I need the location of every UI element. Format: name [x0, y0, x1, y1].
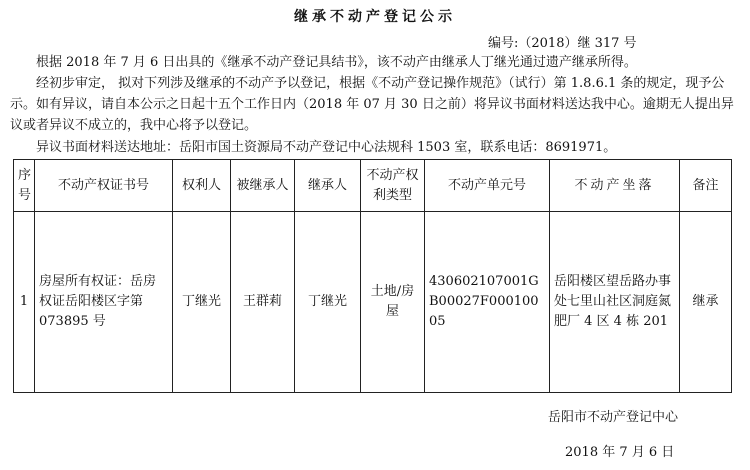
header-heir: 继承人 — [295, 160, 361, 212]
header-right-type: 不动产权利类型 — [361, 160, 425, 212]
objection-address: 异议书面材料送达地址：岳阳市国土资源局不动产登记中心法规科 1503 室，联系电话：8691971。 — [36, 140, 617, 155]
header-unit-no: 不动产单元号 — [425, 160, 550, 212]
cell-remark: 继承 — [680, 212, 732, 393]
cell-right-type: 土地/房屋 — [361, 212, 425, 393]
cell-cert-no: 房屋所有权证：岳房权证岳阳楼区字第 073895 号 — [35, 212, 173, 393]
cell-owner: 丁继光 — [173, 212, 231, 393]
cell-unit-no: 430602107001GB00027F00010005 — [425, 212, 550, 393]
cell-decedent: 王群莉 — [231, 212, 295, 393]
header-location: 不动产坐落 — [550, 160, 680, 212]
document-number: 编号:（2018）继 317 号 — [488, 36, 637, 51]
intro-paragraph: 根据 2018 年 7 月 6 日出具的《继承不动产登记具结书》，该不动产由继承人丁继光通过遗产继承所得。 — [36, 55, 637, 70]
page-title: 继承不动产登记公示 — [294, 9, 456, 25]
issuing-organization: 岳阳市不动产登记中心 — [548, 410, 679, 425]
header-owner: 权利人 — [173, 160, 231, 212]
header-cert-no: 不动产权证书号 — [35, 160, 173, 212]
header-remark: 备注 — [680, 160, 732, 212]
table-row — [14, 212, 732, 393]
review-paragraph: 经初步审定， 拟对下列涉及继承的不动产予以登记，根据《不动产登记操作规范》（试行）第 1.8.6.1 条的规定，现予公示。如有异议，请自本公示之日起十五个工作日内（2018 年 07 月 30 日之前）将异议书面材料送达我中心。逾期无人提出异议或者异议不成立的，我中心将予以登记。 — [10, 76, 734, 133]
registration-table — [13, 159, 732, 393]
header-decedent: 被继承人 — [231, 160, 295, 212]
cell-seq: 1 — [14, 212, 35, 393]
cell-location: 岳阳楼区望岳路办事处七里山社区洞庭氮肥厂 4 区 4 栋 201 — [550, 212, 680, 393]
cell-heir: 丁继光 — [295, 212, 361, 393]
header-seq: 序号 — [14, 160, 35, 212]
issue-date: 2018 年 7 月 6 日 — [565, 445, 675, 460]
table-header-row — [14, 160, 732, 212]
